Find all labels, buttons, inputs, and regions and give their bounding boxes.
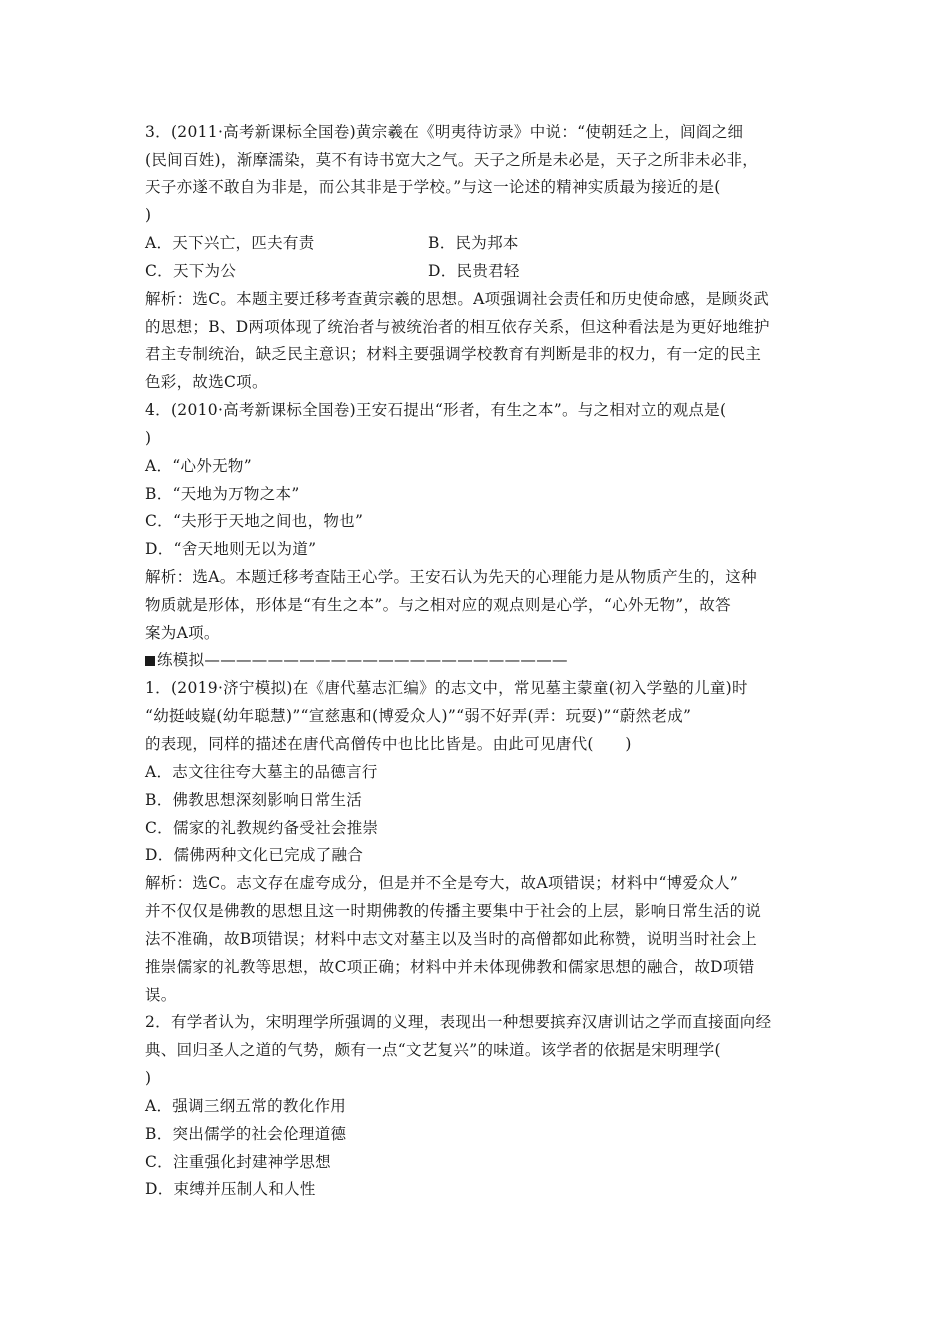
q4-stem-line-1: 4．(2010·高考新课标全国卷)王安石提出“形者，有生之本”。与之相对立的观点是(: [145, 401, 727, 419]
m2-option-d: D．束缚并压制人和人性: [145, 1180, 316, 1198]
q4-option-d: D．“舍天地则无以为道”: [145, 540, 317, 558]
square-bullet-icon: [145, 656, 155, 666]
m1-analysis-line-1: 解析：选C。志文存在虚夸成分，但是并不全是夸大，故A项错误；材料中“博爱众人”: [145, 874, 739, 892]
m2-stem-line-2: 典、回归圣人之道的气势，颇有一点“文艺复兴”的味道。该学者的依据是宋明理学(: [145, 1041, 721, 1059]
m2-option-a: A．强调三纲五常的教化作用: [145, 1097, 347, 1115]
m1-option-c: C．儒家的礼教规约备受社会推崇: [145, 819, 379, 837]
m2-option-b: B．突出儒学的社会伦理道德: [145, 1125, 347, 1143]
m1-stem-line-1: 1．(2019·济宁模拟)在《唐代墓志汇编》的志文中，常见墓主蒙童(初入学塾的儿童)时: [145, 679, 748, 697]
m1-stem-line-2: “幼挺岐嶷(幼年聪慧)”“宣慈惠和(博爱众人)”“弱不好弄(弄：玩耍)”“蔚然老成”: [145, 707, 692, 725]
q3-option-a: A．天下兴亡，匹夫有责: [145, 234, 315, 252]
q3-analysis-line-4: 色彩，故选C项。: [145, 373, 268, 391]
m1-option-d: D．儒佛两种文化已完成了融合: [145, 846, 364, 864]
m1-option-b: B．佛教思想深刻影响日常生活: [145, 791, 363, 809]
m1-stem-line-3: 的表现，同样的描述在唐代高僧传中也比比皆是。由此可见唐代( ): [145, 735, 632, 753]
q3-option-d: D．民贵君轻: [428, 262, 520, 280]
q3-stem-line-2: (民间百姓)，渐摩濡染，莫不有诗书宽大之气。天子之所是未必是，天子之所非未必非，: [145, 151, 759, 169]
q3-stem-line-4: ): [145, 206, 152, 224]
m1-analysis-line-4: 推崇儒家的礼教等思想，故C项正确；材料中并未体现佛教和儒家思想的融合，故D项错: [145, 958, 755, 976]
q4-option-c: C．“夫形于天地之间也，物也”: [145, 512, 364, 530]
q3-option-row-1: [145, 233, 315, 253]
q3-stem-line-1: 3．(2011·高考新课标全国卷)黄宗羲在《明夷待访录》中说：“使朝廷之上，闾阎之细: [145, 123, 744, 141]
m1-analysis-line-5: 误。: [145, 986, 177, 1004]
q3-option-c: C．天下为公: [145, 262, 237, 280]
q3-option-b: B．民为邦本: [428, 234, 519, 252]
m2-stem-line-3: ): [145, 1069, 152, 1087]
m2-option-c: C．注重强化封建神学思想: [145, 1153, 331, 1171]
q3-option-row-2: [145, 261, 236, 281]
q4-analysis-line-3: 案为A项。: [145, 624, 220, 642]
m1-option-a: A．志文往往夸大墓主的品德言行: [145, 763, 378, 781]
q4-analysis-line-2: 物质就是形体，形体是“有生之本”。与之相对应的观点则是心学，“心外无物”，故答: [145, 596, 731, 614]
q4-analysis-line-1: 解析：选A。本题迁移考查陆王心学。王安石认为先天的心理能力是从物质产生的，这种: [145, 568, 757, 586]
q3-analysis-line-1: 解析：选C。本题主要迁移考查黄宗羲的思想。A项强调社会责任和历史使命感，是顾炎武: [145, 290, 770, 308]
section-header: [145, 650, 568, 670]
q3-stem-line-3: 天子亦遂不敢自为非是，而公其非是于学校。”与这一论述的精神实质最为接近的是(: [145, 178, 721, 196]
m1-analysis-line-2: 并不仅仅是佛教的思想且这一时期佛教的传播主要集中于社会的上层，影响日常生活的说: [145, 902, 762, 920]
m2-stem-line-1: 2．有学者认为，宋明理学所强调的义理，表现出一种想要摈弃汉唐训诂之学而直接面向经: [145, 1013, 772, 1031]
m1-analysis-line-3: 法不准确，故B项错误；材料中志文对墓主以及当时的高僧都如此称赞，说明当时社会上: [145, 930, 758, 948]
q3-analysis-line-2: 的思想；B、D两项体现了统治者与被统治者的相互依存关系，但这种看法是为更好地维护: [145, 318, 770, 336]
q4-option-b: B．“天地为万物之本”: [145, 485, 300, 503]
q4-option-a: A．“心外无物”: [145, 457, 252, 475]
q3-analysis-line-3: 君主专制统治，缺乏民主意识；材料主要强调学校教育有判断是非的权力，有一定的民主: [145, 345, 762, 363]
q4-stem-line-2: ): [145, 429, 152, 447]
section-title: 练模拟———————————————————————: [157, 651, 568, 669]
